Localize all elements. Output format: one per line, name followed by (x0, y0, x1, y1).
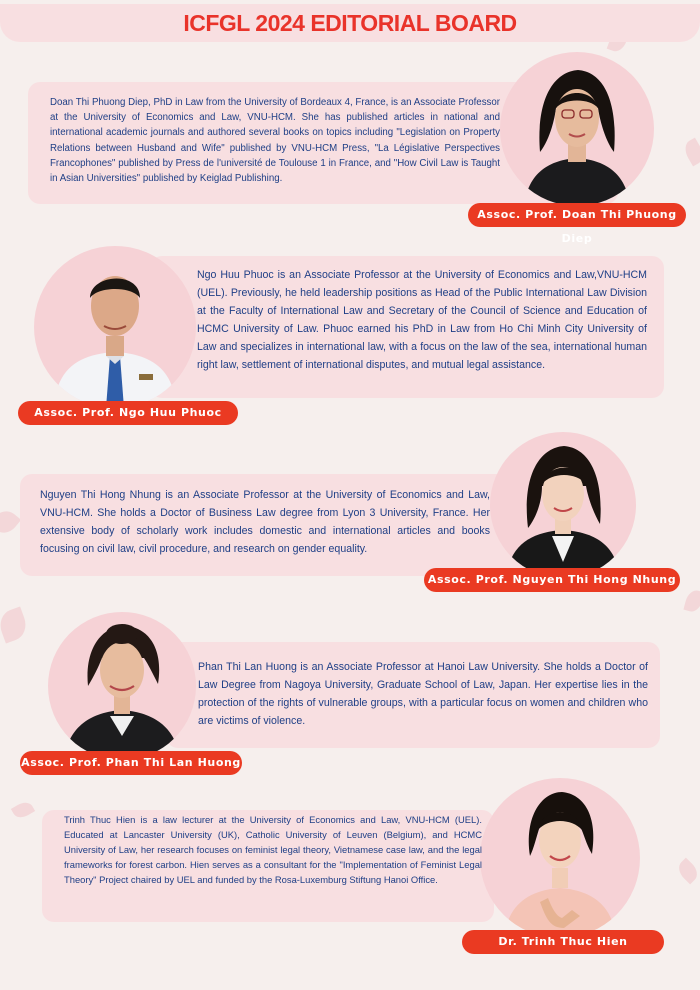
member-bio: Nguyen Thi Hong Nhung is an Associate Professor at the University of Economics and Law, VNU-HCM. She holds a Doctor of Business Law degree from Lyon 3 University, France. Her extensive body of scholarly work includes domestic and international articles and books focusing on civil law, civil procedure, and research on gender equality. (40, 489, 490, 555)
member-bio: Doan Thi Phuong Diep, PhD in Law from the University of Bordeaux 4, France, is an Associate Professor at the University of Economics and Law, VNU-HCM. She has published articles in national and international academic journals and authored several books on topics including "Legislation on Property Relations between Husband and Wife" published by VNU-HCM Press, "La Législative Perspectives Francophones" published by Press de l'université de Toulouse 1 in France, and "How Civil Law is Taught in Asian Universities" published by Keiglad Publishing. (50, 97, 500, 185)
member-bio: Trinh Thuc Hien is a law lecturer at the University of Economics and Law, VNU-HCM (UEL). Educated at Lancaster University (UK), Catholic University of Leuven (Belgium), and HCMC University of Law, her research focuses on feminist legal theory, Vietnamese case law, and the legal frameworks for forest carbon. Hien serves as a consultant for the "Implementation of Feminist Legal Theory" Project chaired by UEL and funded by the Rosa-Luxemburg Stiftung Hanoi Office. (64, 814, 482, 885)
member-portrait (48, 612, 196, 760)
member-name-badge: Assoc. Prof. Nguyen Thi Hong Nhung (424, 568, 680, 592)
member-name-badge: Assoc. Prof. Phan Thi Lan Huong (20, 751, 242, 775)
member-portrait (480, 778, 640, 938)
member-photo-circle (480, 778, 640, 938)
petal-decoration (683, 588, 700, 613)
petal-decoration (11, 799, 35, 821)
member-bio: Phan Thi Lan Huong is an Associate Professor at Hanoi Law University. She holds a Doctor of Law Degree from Nagoya University, Graduate School of Law, Japan. Her expertise lies in the protection of the rights of vulnerable groups, with a particular focus on women and children who are victims of violence. (198, 661, 648, 727)
page-title: ICFGL 2024 EDITORIAL BOARD (183, 10, 517, 36)
petal-decoration (0, 506, 21, 539)
petal-decoration (681, 138, 700, 167)
petal-decoration (0, 606, 30, 643)
member-photo-circle (34, 246, 196, 408)
member-portrait (500, 52, 654, 206)
member-name-badge: Assoc. Prof. Doan Thi Phuong Diep (468, 203, 686, 227)
member-photo-circle (48, 612, 196, 760)
member-portrait (34, 246, 196, 408)
title-banner (0, 4, 700, 42)
member-portrait (490, 432, 636, 578)
petal-decoration (675, 858, 700, 885)
member-name-badge: Assoc. Prof. Ngo Huu Phuoc (18, 401, 238, 425)
member-name-badge: Dr. Trinh Thuc Hien (462, 930, 664, 954)
member-photo-circle (500, 52, 654, 206)
member-photo-circle (490, 432, 636, 578)
member-bio: Ngo Huu Phuoc is an Associate Professor at the University of Economics and Law,VNU-HCM (UEL). Previously, he held leadership positions as Head of the Public International Law Division at the Faculty of International Law and Secretary of the Council of Science and Education of HCMC University of Law. Phuoc earned his PhD in Law from Ho Chi Minh City University of Law and specializes in international law, with a focus on the law of the sea, international human right law, settlement of international disputes, and mutual legal assistance. (197, 269, 647, 371)
